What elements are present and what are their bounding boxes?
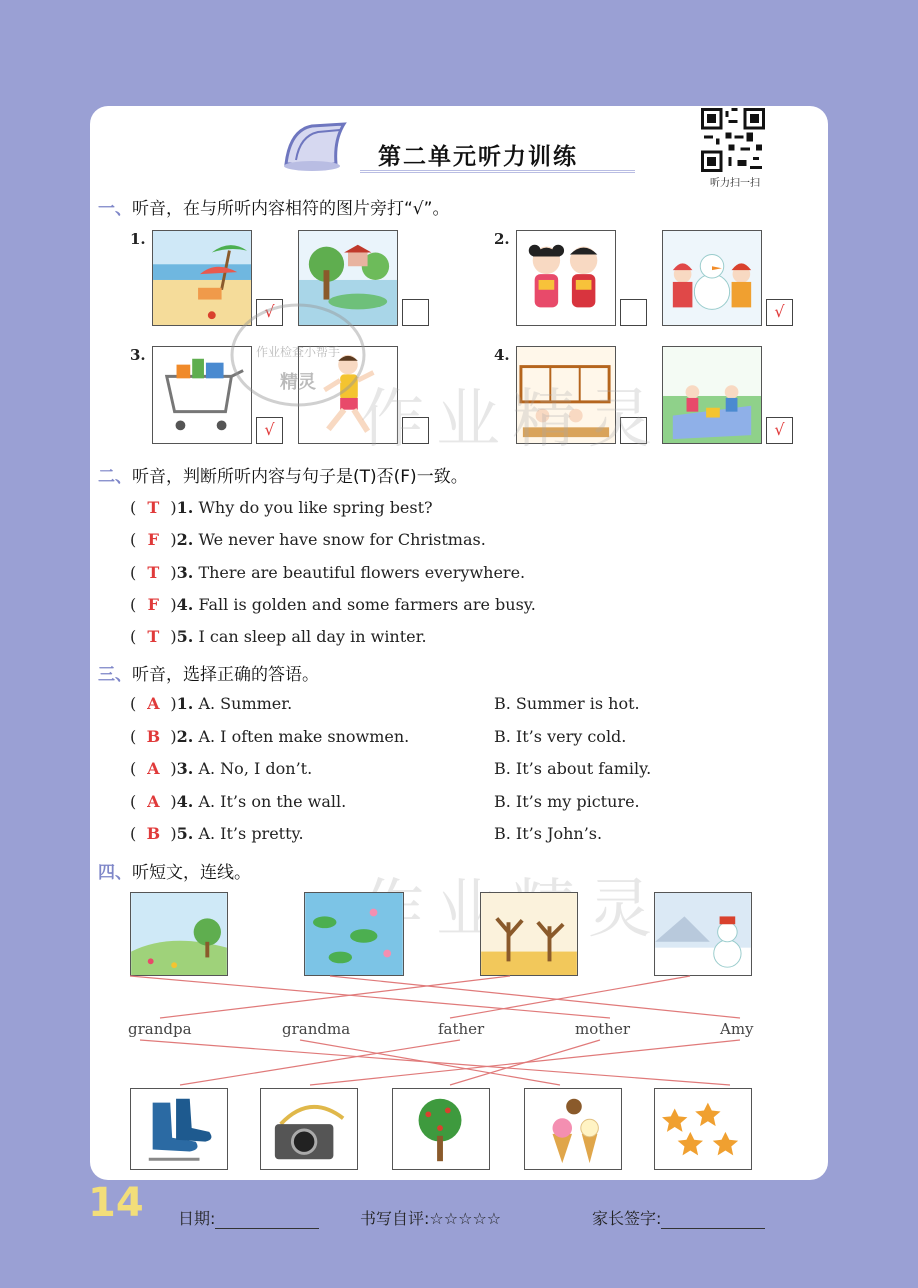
s2-text-5: I can sleep all day in winter. <box>198 627 427 646</box>
camera-picture <box>260 1088 358 1170</box>
selfeval-label: 书写自评: <box>360 1209 430 1228</box>
s3-item-2: ( B )2. A. I often make snowmen. <box>130 727 410 746</box>
page-number: 14 <box>88 1180 144 1226</box>
s3-option-b-1: B. Summer is hot. <box>494 694 640 713</box>
s1-q4-number: 4. <box>494 346 510 364</box>
s2-answer-1[interactable]: T <box>147 498 160 517</box>
s2-num-5: 5. <box>176 627 194 646</box>
s3-option-b-5: B. It’s John’s. <box>494 824 603 843</box>
qr-code-icon[interactable] <box>700 108 766 172</box>
section3-instruction: 听音，选择正确的答语。 <box>132 665 319 685</box>
date-field[interactable] <box>178 1206 319 1229</box>
s3-answer-4[interactable]: A <box>147 792 160 811</box>
section1-number: 一、 <box>98 199 132 219</box>
s3-option-b-2: B. It’s very cold. <box>494 727 627 746</box>
fall-picture <box>480 892 578 976</box>
self-evaluation <box>360 1206 501 1229</box>
s3-answer-1[interactable]: A <box>147 694 160 713</box>
s1-q4-a-tick-box[interactable] <box>620 417 647 444</box>
s3-option-a-3: A. No, I don’t. <box>198 759 313 778</box>
s1-q4-b-tick-box[interactable] <box>766 417 793 444</box>
s1-q3-a-tick-mark: √ <box>264 420 275 439</box>
s2-num-4: 4. <box>176 595 194 614</box>
name-grandma[interactable]: grandma <box>282 1020 351 1038</box>
section2-number: 二、 <box>98 467 132 487</box>
s2-item-2: ( F )2. We never have snow for Christmas. <box>130 530 486 549</box>
snowman-picture <box>662 230 762 326</box>
section3-heading <box>98 660 319 685</box>
skates-picture <box>130 1088 228 1170</box>
s2-answer-4[interactable]: F <box>147 595 159 614</box>
winter-picture <box>654 892 752 976</box>
stamp-mid-text: 精灵 <box>280 372 316 393</box>
picnic-picture <box>662 346 762 444</box>
summer-picture <box>304 892 404 976</box>
s2-item-4: ( F )4. Fall is golden and some farmers are busy. <box>130 595 536 614</box>
name-amy[interactable]: Amy <box>720 1020 754 1038</box>
parent-blank[interactable] <box>661 1228 765 1229</box>
s1-q2-b-tick-box[interactable] <box>766 299 793 326</box>
s2-text-3: There are beautiful flowers everywhere. <box>198 563 526 582</box>
section4-instruction: 听短文，连线。 <box>132 863 251 883</box>
parent-signature-field[interactable] <box>592 1206 765 1229</box>
s3-num-1: 1. <box>176 694 194 713</box>
title-underline <box>360 170 635 173</box>
s2-num-3: 3. <box>176 563 194 582</box>
s3-option-a-2: A. I often make snowmen. <box>198 727 410 746</box>
watermark-text-1: 作业精灵 <box>360 383 664 457</box>
s3-item-4: ( A )4. A. It’s on the wall. <box>130 792 347 811</box>
s3-num-2: 2. <box>176 727 194 746</box>
classroom-picture <box>516 346 616 444</box>
s3-num-5: 5. <box>176 824 194 843</box>
s2-item-1: ( T )1. Why do you like spring best? <box>130 498 433 517</box>
s1-q3-b-tick-box[interactable] <box>402 417 429 444</box>
section2-instruction: 听音，判断所听内容与句子是(T)否(F)一致。 <box>132 467 468 487</box>
section1-instruction: 听音，在与所听内容相符的图片旁打“√”。 <box>132 199 450 219</box>
s1-q1-number: 1. <box>130 230 146 248</box>
section4-number: 四、 <box>98 863 132 883</box>
s2-item-5: ( T )5. I can sleep all day in winter. <box>130 627 427 646</box>
rating-stars[interactable]: ☆☆☆☆☆ <box>429 1209 502 1228</box>
s3-num-3: 3. <box>176 759 194 778</box>
s2-num-2: 2. <box>176 530 194 549</box>
s3-answer-2[interactable]: B <box>146 727 161 746</box>
s3-answer-5[interactable]: B <box>146 824 161 843</box>
spring-picture <box>130 892 228 976</box>
section4-heading <box>98 858 251 883</box>
s3-option-a-4: A. It’s on the wall. <box>198 792 347 811</box>
section2-heading <box>98 462 468 487</box>
s2-num-1: 1. <box>176 498 194 517</box>
s3-option-b-4: B. It’s my picture. <box>494 792 640 811</box>
s1-q3-number: 3. <box>130 346 146 364</box>
s2-answer-3[interactable]: T <box>147 563 160 582</box>
s1-q2-b-tick-mark: √ <box>774 302 785 321</box>
s3-option-a-5: A. It’s pretty. <box>198 824 304 843</box>
qr-caption: 听力扫一扫 <box>710 178 760 189</box>
apple-tree-picture <box>392 1088 490 1170</box>
s2-text-2: We never have snow for Christmas. <box>198 530 486 549</box>
watermark-stamp <box>228 300 368 410</box>
name-grandpa[interactable]: grandpa <box>128 1020 192 1038</box>
section1-heading <box>98 194 449 219</box>
s2-answer-5[interactable]: T <box>147 627 160 646</box>
s3-item-5: ( B )5. A. It’s pretty. <box>130 824 304 843</box>
page-title: 第二单元听力训练 <box>378 144 578 170</box>
s3-item-1: ( A )1. A. Summer. <box>130 694 293 713</box>
s1-q2-number: 2. <box>494 230 510 248</box>
s3-answer-3[interactable]: A <box>147 759 160 778</box>
s3-option-b-3: B. It’s about family. <box>494 759 652 778</box>
s1-q4-b-tick-mark: √ <box>774 420 785 439</box>
s3-num-4: 4. <box>176 792 194 811</box>
s3-item-3: ( A )3. A. No, I don’t. <box>130 759 313 778</box>
s1-q2-a-tick-box[interactable] <box>620 299 647 326</box>
s2-text-1: Why do you like spring best? <box>198 498 433 517</box>
stamp-top-text: 作业检查小帮手 <box>255 345 341 359</box>
date-label: 日期: <box>178 1209 216 1228</box>
s1-q3-a-tick-box[interactable] <box>256 417 283 444</box>
name-mother[interactable]: mother <box>575 1020 630 1038</box>
name-father[interactable]: father <box>438 1020 485 1038</box>
new-year-children-picture <box>516 230 616 326</box>
folder-logo-icon <box>282 120 352 172</box>
date-blank[interactable] <box>215 1228 319 1229</box>
s2-text-4: Fall is golden and some farmers are busy. <box>198 595 536 614</box>
parent-label: 家长签字: <box>592 1209 662 1228</box>
s2-answer-2[interactable]: F <box>147 530 159 549</box>
leaves-picture <box>654 1088 752 1170</box>
ice-cream-picture <box>524 1088 622 1170</box>
s3-option-a-1: A. Summer. <box>198 694 293 713</box>
s2-item-3: ( T )3. There are beautiful flowers everywhere. <box>130 563 526 582</box>
section3-number: 三、 <box>98 665 132 685</box>
s1-q1-a-tick-mark: √ <box>264 302 275 321</box>
s1-q1-b-tick-box[interactable] <box>402 299 429 326</box>
